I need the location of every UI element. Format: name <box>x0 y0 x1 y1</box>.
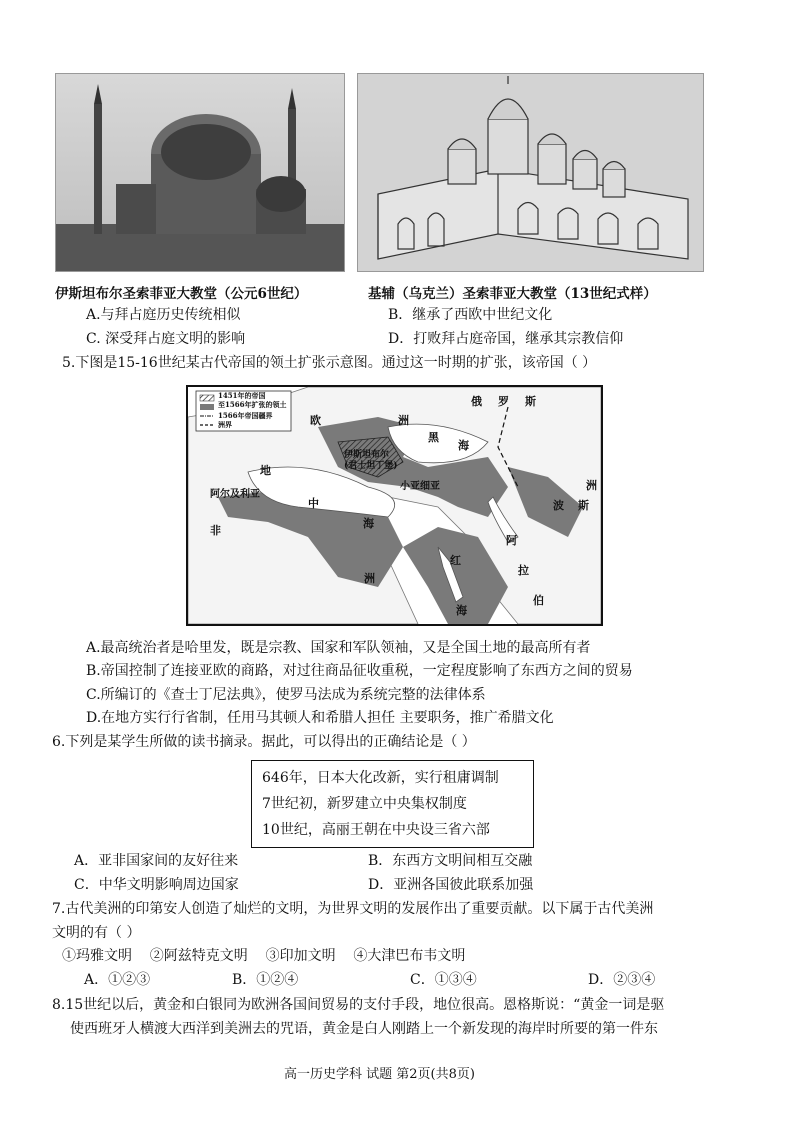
label-asia-minor: 小亚细亚 <box>400 481 440 492</box>
q4-option-d: D．打败拜占庭帝国，继承其宗教信仰 <box>388 331 624 347</box>
q4-option-b: B．继承了西欧中世纪文化 <box>388 307 553 323</box>
label-zhong: 中 <box>308 497 319 510</box>
q7-option-c: C．①③④ <box>410 972 477 988</box>
label-africa-2: 洲 <box>364 572 375 585</box>
q7-items: ①玛雅文明 ②阿兹特克文明 ③印加文明 ④大津巴布韦文明 <box>62 948 466 964</box>
label-hai: 海 <box>363 517 374 530</box>
label-constantinople: (君士坦丁堡) <box>344 461 398 471</box>
q5-option-a: A.最高统治者是哈里发，既是宗教、国家和军队领袖，又是全国土地的最高所有者 <box>86 640 591 656</box>
q5-option-c: C.所编订的《查士丁尼法典》，使罗马法成为系统完整的法律体系 <box>86 687 486 703</box>
q6-option-b: B．东西方文明间相互交融 <box>368 853 533 869</box>
q6-stem: 6.下列是某学生所做的读书摘录。据此，可以得出的正确结论是（ ） <box>52 734 476 750</box>
legend-1451: 1451年的帝国 <box>218 391 266 400</box>
label-di: 地 <box>260 464 271 477</box>
note-3: 10世纪，高丽王朝在中央设三省六部 <box>262 822 490 838</box>
label-russia-3: 斯 <box>525 395 536 408</box>
label-persia-2: 斯 <box>578 499 589 512</box>
left-image-caption: 伊斯坦布尔圣索菲亚大教堂（公元6世纪） <box>55 286 308 302</box>
q7-stem-line-2: 文明的有（ ） <box>52 925 141 941</box>
label-europe: 欧 <box>310 414 321 427</box>
page-footer: 高一历史学科 试题 第2页(共8页) <box>284 1067 475 1082</box>
label-arabia-3: 伯 <box>533 594 544 607</box>
q4-option-c: C. 深受拜占庭文明的影响 <box>86 331 246 347</box>
ottoman-expansion-map <box>186 385 603 626</box>
reading-notes-box <box>251 760 534 848</box>
istanbul-hagia-sophia-photo <box>55 73 345 272</box>
note-1: 646年，日本大化改新，实行租庸调制 <box>262 770 499 786</box>
label-africa-1: 非 <box>210 524 221 537</box>
label-black-sea-2: 海 <box>458 439 469 452</box>
legend-1566-expansion: 至1566年扩张的领土 <box>218 400 287 409</box>
legend-continent-line: 洲界 <box>218 420 232 429</box>
label-arabia-2: 拉 <box>518 564 529 577</box>
q8-stem-line-2: 使西班牙人横渡大西洋到美洲去的咒语，黄金是白人刚踏上一个新发现的海岸时所要的第一件东 <box>70 1021 658 1037</box>
label-black-sea-1: 黑 <box>428 431 439 444</box>
label-red-sea-1: 红 <box>450 554 461 567</box>
label-algeria: 阿尔及利亚 <box>210 489 260 500</box>
label-persia-1: 波 <box>553 499 564 512</box>
q6-option-a: A．亚非国家间的友好往来 <box>74 853 239 869</box>
q7-stem-line-1: 7.古代美洲的印第安人创造了灿烂的文明，为世界文明的发展作出了重要贡献。以下属于古代美洲 <box>52 901 654 917</box>
q7-option-b: B．①②④ <box>232 972 299 988</box>
q5-option-d: D.在地方实行行省制，任用马其顿人和希腊人担任 主要职务，推广希腊文化 <box>86 710 554 726</box>
kyiv-saint-sophia-drawing <box>357 73 704 272</box>
hagia-sophia-illustration <box>56 74 344 271</box>
kyiv-cathedral-illustration <box>358 74 703 271</box>
q8-stem-line-1: 8.15世纪以后，黄金和白银同为欧洲各国间贸易的支付手段，地位很高。恩格斯说：“黄金一词是驱 <box>52 997 665 1013</box>
label-arabia-1: 阿 <box>506 534 517 547</box>
right-image-caption: 基辅（乌克兰）圣索菲亚大教堂（13世纪式样） <box>368 286 657 302</box>
q6-option-c: C．中华文明影响周边国家 <box>74 877 239 893</box>
q4-option-a: A.与拜占庭历史传统相似 <box>86 307 241 323</box>
q7-option-a: A．①②③ <box>84 972 151 988</box>
q5-stem: 5.下图是15-16世纪某古代帝国的领土扩张示意图。通过这一时期的扩张，该帝国（ ） <box>62 355 597 371</box>
map-graphic <box>188 387 601 624</box>
q6-option-d: D．亚洲各国彼此联系加强 <box>368 877 534 893</box>
label-istanbul: 伊斯坦布尔 <box>344 450 390 460</box>
q5-option-b: B.帝国控制了连接亚欧的商路，对过往商品征收重税，一定程度影响了东西方之间的贸易 <box>86 663 633 679</box>
legend-1566-border: 1566年帝国疆界 <box>218 411 273 420</box>
note-2: 7世纪初，新罗建立中央集权制度 <box>262 796 467 812</box>
label-russia-1: 俄 <box>471 395 482 408</box>
label-europe-zhou: 洲 <box>398 414 409 427</box>
label-russia-2: 罗 <box>498 395 509 408</box>
label-asia-zhou: 洲 <box>586 479 597 492</box>
label-red-sea-2: 海 <box>456 604 467 617</box>
q7-option-d: D．②③④ <box>588 972 656 988</box>
